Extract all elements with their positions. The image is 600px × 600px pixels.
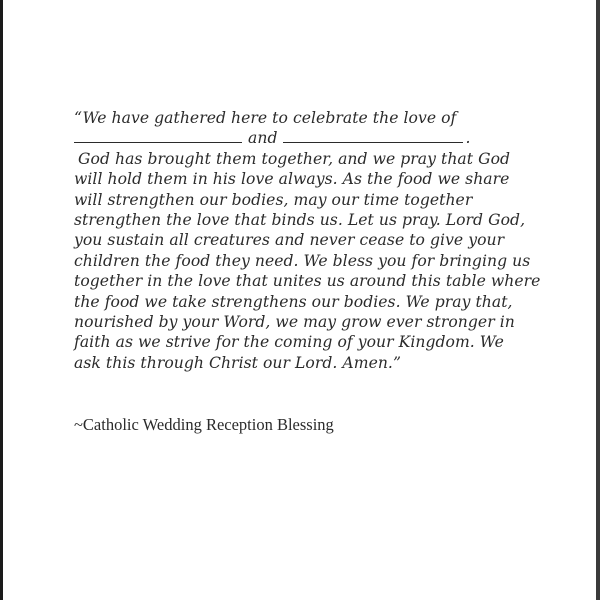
blessing-line-8: children the food they need. We bless you for bringing us bbox=[74, 251, 531, 270]
page-right-border bbox=[596, 0, 600, 600]
blessing-line-2 bbox=[74, 128, 544, 148]
blessing-line-11: nourished by your Word, we may grow ever stronger in bbox=[74, 313, 515, 332]
page-left-border bbox=[0, 0, 3, 600]
blessing-line-4: will hold them in his love always. As the food we share bbox=[74, 170, 510, 189]
attribution: ~Catholic Wedding Reception Blessing bbox=[74, 415, 334, 434]
blessing-line-2-end: . bbox=[465, 129, 471, 148]
blessing-line-6: strengthen the love that binds us. Let us pray. Lord God, bbox=[74, 211, 526, 230]
blessing-line-5: will strengthen our bodies, may our time together bbox=[74, 190, 473, 209]
blessing-line-3: God has brought them together, and we pray that God bbox=[78, 149, 511, 168]
blessing-text bbox=[74, 108, 544, 373]
blessing-line-7: you sustain all creatures and never cease to give your bbox=[74, 231, 505, 250]
blessing-connector: and bbox=[248, 129, 278, 148]
blessing-line-9: together in the love that unites us around this table where bbox=[74, 272, 541, 291]
blessing-line-13: ask this through Christ our Lord. Amen.” bbox=[74, 353, 401, 372]
second-name-blank bbox=[283, 128, 463, 143]
blessing-line-12: faith as we strive for the coming of your Kingdom. We bbox=[74, 333, 504, 352]
blessing-line-1: “We have gathered here to celebrate the love of bbox=[74, 109, 457, 127]
first-name-blank bbox=[74, 128, 242, 143]
blessing-line-10: the food we take strengthens our bodies. We pray that, bbox=[74, 292, 513, 311]
